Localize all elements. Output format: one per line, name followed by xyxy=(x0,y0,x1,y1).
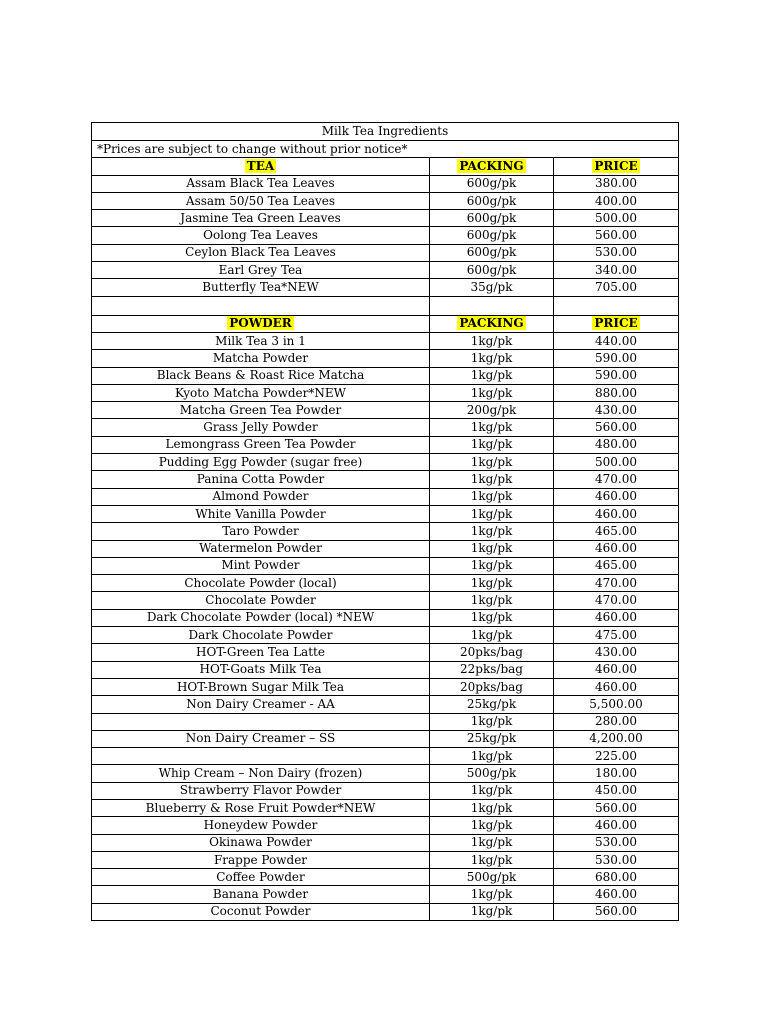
price-cell: 465.00 xyxy=(554,557,679,574)
packing-cell: 1kg/pk xyxy=(430,332,554,349)
packing-cell: 600g/pk xyxy=(430,227,554,244)
tea-header-row xyxy=(92,158,679,175)
table-row xyxy=(92,748,679,765)
table-row xyxy=(92,175,679,192)
item-name-cell: Grass Jelly Powder xyxy=(92,419,430,436)
table-row xyxy=(92,227,679,244)
price-cell: 460.00 xyxy=(554,609,679,626)
packing-header-label: PACKING xyxy=(459,316,524,331)
price-cell: 450.00 xyxy=(554,782,679,799)
packing-cell: 600g/pk xyxy=(430,262,554,279)
price-cell: 500.00 xyxy=(554,210,679,227)
table-row xyxy=(92,817,679,834)
price-cell: 560.00 xyxy=(554,419,679,436)
packing-cell: 25kg/pk xyxy=(430,696,554,713)
table-row xyxy=(92,192,679,209)
packing-cell: 1kg/pk xyxy=(430,540,554,557)
item-name-cell: Oolong Tea Leaves xyxy=(92,227,430,244)
price-cell: 180.00 xyxy=(554,765,679,782)
packing-cell: 1kg/pk xyxy=(430,436,554,453)
item-name-cell: Lemongrass Green Tea Powder xyxy=(92,436,430,453)
table-row xyxy=(92,765,679,782)
table-row xyxy=(92,782,679,799)
packing-cell: 500g/pk xyxy=(430,765,554,782)
packing-cell: 600g/pk xyxy=(430,210,554,227)
table-row xyxy=(92,244,679,261)
item-name-cell: HOT-Brown Sugar Milk Tea xyxy=(92,678,430,695)
item-name-cell: Chocolate Powder xyxy=(92,592,430,609)
table-row xyxy=(92,609,679,626)
item-name-cell: Chocolate Powder (local) xyxy=(92,575,430,592)
item-name-cell: Dark Chocolate Powder (local) *NEW xyxy=(92,609,430,626)
item-name-cell: Milk Tea 3 in 1 xyxy=(92,332,430,349)
price-cell: 430.00 xyxy=(554,402,679,419)
powder-header-row xyxy=(92,315,679,332)
price-cell: 460.00 xyxy=(554,661,679,678)
packing-cell: 200g/pk xyxy=(430,402,554,419)
packing-cell: 1kg/pk xyxy=(430,851,554,868)
item-name-cell: Matcha Green Tea Powder xyxy=(92,402,430,419)
table-row xyxy=(92,661,679,678)
item-name-cell: Pudding Egg Powder (sugar free) xyxy=(92,454,430,471)
price-notice: *Prices are subject to change without prior notice* xyxy=(92,141,679,158)
price-cell: 4,200.00 xyxy=(554,730,679,747)
table-row xyxy=(92,696,679,713)
tea-header-label: TEA xyxy=(246,158,275,173)
price-cell: 470.00 xyxy=(554,592,679,609)
packing-cell: 1kg/pk xyxy=(430,748,554,765)
price-table xyxy=(91,122,679,921)
table-row xyxy=(92,557,679,574)
item-name-cell: Watermelon Powder xyxy=(92,540,430,557)
table-row xyxy=(92,644,679,661)
price-list-document xyxy=(91,122,678,921)
packing-cell: 1kg/pk xyxy=(430,350,554,367)
packing-cell: 1kg/pk xyxy=(430,886,554,903)
item-name-cell: Honeydew Powder xyxy=(92,817,430,834)
packing-cell: 1kg/pk xyxy=(430,627,554,644)
packing-cell: 1kg/pk xyxy=(430,609,554,626)
price-cell: 530.00 xyxy=(554,244,679,261)
table-row xyxy=(92,488,679,505)
item-name-cell: Matcha Powder xyxy=(92,350,430,367)
packing-cell: 25kg/pk xyxy=(430,730,554,747)
item-name-cell: Earl Grey Tea xyxy=(92,262,430,279)
packing-cell: 20pks/bag xyxy=(430,644,554,661)
price-cell: 460.00 xyxy=(554,540,679,557)
price-cell: 705.00 xyxy=(554,279,679,296)
table-row xyxy=(92,279,679,296)
item-name-cell: Ceylon Black Tea Leaves xyxy=(92,244,430,261)
item-name-cell: HOT-Green Tea Latte xyxy=(92,644,430,661)
price-header-label: PRICE xyxy=(594,158,638,173)
price-cell: 5,500.00 xyxy=(554,696,679,713)
packing-cell: 600g/pk xyxy=(430,175,554,192)
price-cell: 460.00 xyxy=(554,678,679,695)
packing-cell: 1kg/pk xyxy=(430,419,554,436)
title-row xyxy=(92,123,679,141)
table-row xyxy=(92,713,679,730)
item-name-cell: Strawberry Flavor Powder xyxy=(92,782,430,799)
table-row xyxy=(92,454,679,471)
packing-cell: 1kg/pk xyxy=(430,557,554,574)
item-name-cell: HOT-Goats Milk Tea xyxy=(92,661,430,678)
price-cell: 380.00 xyxy=(554,175,679,192)
item-name-cell: Assam Black Tea Leaves xyxy=(92,175,430,192)
price-header-label: PRICE xyxy=(594,316,638,331)
price-cell: 280.00 xyxy=(554,713,679,730)
table-row xyxy=(92,402,679,419)
packing-cell: 1kg/pk xyxy=(430,505,554,522)
price-cell: 460.00 xyxy=(554,886,679,903)
packing-cell: 20pks/bag xyxy=(430,678,554,695)
price-cell: 590.00 xyxy=(554,367,679,384)
price-cell: 560.00 xyxy=(554,227,679,244)
table-row xyxy=(92,799,679,816)
price-cell: 530.00 xyxy=(554,851,679,868)
item-name-cell: Almond Powder xyxy=(92,488,430,505)
item-name-cell: Kyoto Matcha Powder*NEW xyxy=(92,384,430,401)
table-row xyxy=(92,851,679,868)
packing-cell: 1kg/pk xyxy=(430,903,554,920)
price-cell: 470.00 xyxy=(554,471,679,488)
item-name-cell xyxy=(92,713,430,730)
price-cell: 340.00 xyxy=(554,262,679,279)
item-name-cell: Coffee Powder xyxy=(92,869,430,886)
price-cell: 460.00 xyxy=(554,817,679,834)
packing-header-label: PACKING xyxy=(459,158,524,173)
section-spacer-row xyxy=(92,296,679,315)
price-cell: 465.00 xyxy=(554,523,679,540)
item-name-cell: Taro Powder xyxy=(92,523,430,540)
item-name-cell: Okinawa Powder xyxy=(92,834,430,851)
item-name-cell: White Vanilla Powder xyxy=(92,505,430,522)
table-row xyxy=(92,367,679,384)
packing-cell: 600g/pk xyxy=(430,244,554,261)
packing-cell: 1kg/pk xyxy=(430,488,554,505)
price-cell: 430.00 xyxy=(554,644,679,661)
table-row xyxy=(92,869,679,886)
packing-cell: 1kg/pk xyxy=(430,592,554,609)
table-row xyxy=(92,592,679,609)
item-name-cell: Blueberry & Rose Fruit Powder*NEW xyxy=(92,799,430,816)
item-name-cell xyxy=(92,748,430,765)
price-cell: 880.00 xyxy=(554,384,679,401)
table-title: Milk Tea Ingredients xyxy=(92,123,679,141)
item-name-cell: Dark Chocolate Powder xyxy=(92,627,430,644)
packing-cell: 1kg/pk xyxy=(430,384,554,401)
table-row xyxy=(92,678,679,695)
packing-cell: 1kg/pk xyxy=(430,367,554,384)
packing-cell: 600g/pk xyxy=(430,192,554,209)
notice-row xyxy=(92,141,679,158)
price-cell: 475.00 xyxy=(554,627,679,644)
table-row xyxy=(92,210,679,227)
packing-cell: 1kg/pk xyxy=(430,834,554,851)
item-name-cell: Non Dairy Creamer – SS xyxy=(92,730,430,747)
packing-cell: 1kg/pk xyxy=(430,523,554,540)
item-name-cell: Jasmine Tea Green Leaves xyxy=(92,210,430,227)
packing-cell: 1kg/pk xyxy=(430,799,554,816)
table-row xyxy=(92,834,679,851)
table-row xyxy=(92,471,679,488)
item-name-cell: Banana Powder xyxy=(92,886,430,903)
table-row xyxy=(92,540,679,557)
item-name-cell: Coconut Powder xyxy=(92,903,430,920)
powder-header-label: POWDER xyxy=(229,316,292,331)
table-row xyxy=(92,627,679,644)
price-cell: 530.00 xyxy=(554,834,679,851)
packing-cell: 500g/pk xyxy=(430,869,554,886)
table-row xyxy=(92,575,679,592)
table-row xyxy=(92,523,679,540)
price-cell: 680.00 xyxy=(554,869,679,886)
price-cell: 470.00 xyxy=(554,575,679,592)
table-row xyxy=(92,903,679,920)
item-name-cell: Panina Cotta Powder xyxy=(92,471,430,488)
table-row xyxy=(92,384,679,401)
item-name-cell: Mint Powder xyxy=(92,557,430,574)
packing-cell: 1kg/pk xyxy=(430,454,554,471)
packing-cell: 35g/pk xyxy=(430,279,554,296)
packing-cell: 1kg/pk xyxy=(430,782,554,799)
table-row xyxy=(92,262,679,279)
table-row xyxy=(92,419,679,436)
table-row xyxy=(92,332,679,349)
item-name-cell: Butterfly Tea*NEW xyxy=(92,279,430,296)
table-row xyxy=(92,436,679,453)
item-name-cell: Assam 50/50 Tea Leaves xyxy=(92,192,430,209)
price-cell: 440.00 xyxy=(554,332,679,349)
price-cell: 560.00 xyxy=(554,799,679,816)
price-cell: 590.00 xyxy=(554,350,679,367)
price-cell: 480.00 xyxy=(554,436,679,453)
packing-cell: 1kg/pk xyxy=(430,817,554,834)
item-name-cell: Frappe Powder xyxy=(92,851,430,868)
item-name-cell: Non Dairy Creamer - AA xyxy=(92,696,430,713)
price-cell: 560.00 xyxy=(554,903,679,920)
packing-cell: 1kg/pk xyxy=(430,713,554,730)
item-name-cell: Black Beans & Roast Rice Matcha xyxy=(92,367,430,384)
price-cell: 500.00 xyxy=(554,454,679,471)
price-cell: 225.00 xyxy=(554,748,679,765)
packing-cell: 1kg/pk xyxy=(430,471,554,488)
price-cell: 460.00 xyxy=(554,505,679,522)
item-name-cell: Whip Cream – Non Dairy (frozen) xyxy=(92,765,430,782)
price-cell: 460.00 xyxy=(554,488,679,505)
packing-cell: 1kg/pk xyxy=(430,575,554,592)
price-cell: 400.00 xyxy=(554,192,679,209)
table-row xyxy=(92,886,679,903)
table-row xyxy=(92,350,679,367)
packing-cell: 22pks/bag xyxy=(430,661,554,678)
table-row xyxy=(92,730,679,747)
table-row xyxy=(92,505,679,522)
